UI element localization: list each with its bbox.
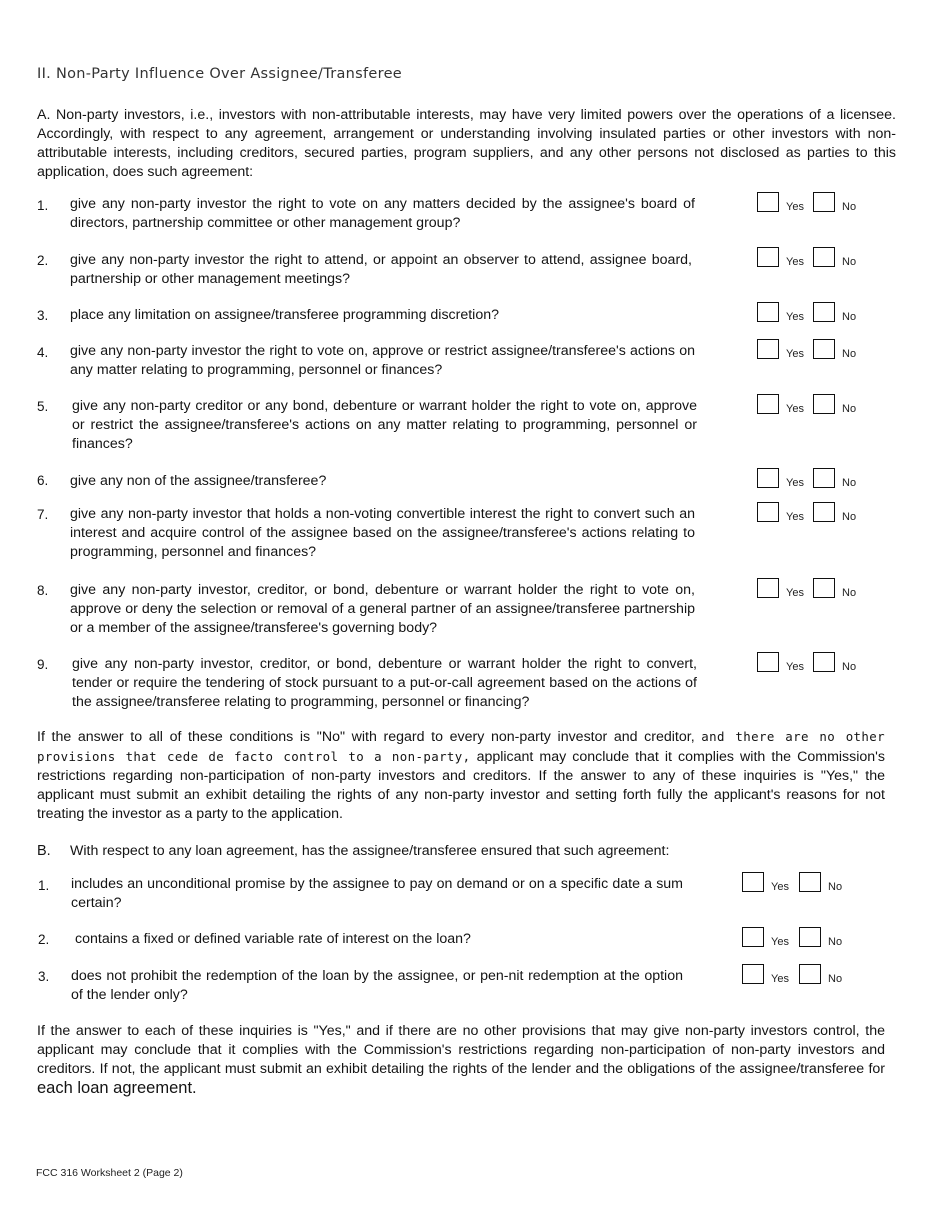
section-b-conclusion-text: If the answer to each of these inquiries is "Yes," and if there are no other provisions that may give non-party investors control, the applicant may conclude that it complies with the Commission's restrictions regarding non-participation of non-party investors and creditors. If not, the applicant must submit an exhibit detailing the rights of the lender and the obligations of the assignee/transferee for: [37, 1023, 885, 1077]
question-number: 3.: [37, 308, 49, 323]
question-text: does not prohibit the redemption of the loan by the assignee, or pen-nit redemption at the option of the lender only?: [71, 968, 683, 1003]
yes-label: Yes: [786, 661, 804, 673]
yes-checkbox[interactable]: [757, 247, 779, 267]
no-label: No: [842, 201, 857, 213]
no-label: No: [842, 256, 857, 268]
yes-label: Yes: [786, 511, 804, 523]
no-label: No: [842, 661, 857, 673]
question-text: give any non-party investor, creditor, or bond, debenture or warrant holder the right to convert, tender or require the tendering of stock pursuant to a put-or-call agreement based on the actions of the assignee/transferee relating to programming, personnel or financing?: [72, 656, 697, 710]
no-checkbox[interactable]: [813, 302, 835, 322]
no-checkbox[interactable]: [813, 652, 835, 672]
yes-label: Yes: [771, 881, 789, 893]
no-label: No: [842, 403, 857, 415]
question-number: 2.: [38, 932, 50, 947]
section-a-conclusion: [37, 727, 885, 824]
yes-checkbox[interactable]: [757, 339, 779, 359]
section-b-intro: With respect to any loan agreement, has the assignee/transferee ensured that such agreement:: [70, 843, 670, 859]
page-footer: FCC 316 Worksheet 2 (Page 2): [36, 1167, 183, 1179]
question-number: 3.: [38, 969, 50, 984]
no-checkbox[interactable]: [813, 468, 835, 488]
no-label: No: [842, 587, 857, 599]
question-text: give any non-party investor the right to attend, or appoint an observer to attend, assignee board, partnership or other management meetings?: [70, 252, 692, 287]
no-checkbox[interactable]: [813, 339, 835, 359]
question-number: 1.: [38, 878, 50, 893]
yes-checkbox[interactable]: [757, 578, 779, 598]
question-number: 5.: [37, 399, 49, 414]
question-text: give any non-party creditor or any bond, debenture or warrant holder the right to vote on, approve or restrict the assignee/transferee's actions on any matter relating to programming, personnel or finances?: [72, 398, 697, 452]
yes-label: Yes: [786, 348, 804, 360]
section-b-label: B.: [37, 843, 51, 859]
no-label: No: [828, 881, 843, 893]
yes-label: Yes: [786, 587, 804, 599]
question-text: includes an unconditional promise by the assignee to pay on demand or on a specific date a sum certain?: [71, 876, 683, 911]
question-number: 7.: [37, 507, 49, 522]
yes-label: Yes: [786, 403, 804, 415]
question-number: 9.: [37, 657, 49, 672]
question-text: place any limitation on assignee/transferee programming discretion?: [70, 307, 500, 323]
question-text: give any non of the assignee/transferee?: [70, 473, 327, 489]
no-label: No: [828, 936, 843, 948]
yes-checkbox[interactable]: [757, 502, 779, 522]
yes-checkbox[interactable]: [742, 927, 764, 947]
no-checkbox[interactable]: [813, 192, 835, 212]
yes-checkbox[interactable]: [757, 468, 779, 488]
no-checkbox[interactable]: [799, 964, 821, 984]
conclusion-text-2: and there are no other provisions that cede de facto control to a non-party,: [37, 729, 885, 764]
question-number: 6.: [37, 473, 49, 488]
question-text: give any non-party investor that holds a non-voting convertible interest the right to convert such an interest and acquire control of the assignee based on the assignee/transferee's actions relating to programming, personnel and finances?: [70, 506, 695, 560]
no-label: No: [842, 511, 857, 523]
no-label: No: [842, 477, 857, 489]
question-text: give any non-party investor, creditor, or bond, debenture or warrant holder the right to vote on, approve or deny the selection or removal of a general partner of an assignee/transferee partnership or a member of the assignee/transferee's governing body?: [70, 582, 695, 636]
yes-checkbox[interactable]: [757, 302, 779, 322]
no-checkbox[interactable]: [799, 872, 821, 892]
no-checkbox[interactable]: [813, 247, 835, 267]
yes-label: Yes: [786, 256, 804, 268]
no-checkbox[interactable]: [813, 578, 835, 598]
question-number: 1.: [37, 198, 49, 213]
yes-label: Yes: [786, 201, 804, 213]
section-b-conclusion: [37, 1022, 885, 1099]
question-text: give any non-party investor the right to vote on any matters decided by the assignee's board of directors, partnership committee or other management group?: [70, 196, 695, 231]
section-heading: II. Non-Party Influence Over Assignee/Transferee: [37, 66, 403, 82]
yes-checkbox[interactable]: [757, 394, 779, 414]
question-text: contains a fixed or defined variable rate of interest on the loan?: [75, 931, 471, 947]
yes-label: Yes: [786, 477, 804, 489]
no-checkbox[interactable]: [813, 394, 835, 414]
question-number: 4.: [37, 345, 49, 360]
question-text: give any non-party investor the right to vote on, approve or restrict assignee/transferee's actions on any matter relating to programming, personnel or finances?: [70, 343, 695, 378]
section-b-conclusion-tail: each loan agreement.: [37, 1079, 197, 1097]
yes-checkbox[interactable]: [757, 652, 779, 672]
yes-checkbox[interactable]: [757, 192, 779, 212]
no-checkbox[interactable]: [813, 502, 835, 522]
no-label: No: [828, 973, 843, 985]
section-a-intro: A. Non-party investors, i.e., investors with non-attributable interests, may have very limited powers over the operations of a licensee. Accordingly, with respect to any agreement, arrangement or understanding involving insulated parties or other investors with non-attributable interests, including creditors, secured parties, program suppliers, and any other persons not disclosed as parties to this application, does such agreement:: [37, 107, 896, 180]
yes-label: Yes: [786, 311, 804, 323]
no-label: No: [842, 348, 857, 360]
question-number: 8.: [37, 583, 49, 598]
yes-checkbox[interactable]: [742, 872, 764, 892]
yes-label: Yes: [771, 936, 789, 948]
yes-checkbox[interactable]: [742, 964, 764, 984]
conclusion-text-1: If the answer to all of these conditions is "No" with regard to every non-party investor and creditor,: [37, 729, 695, 745]
conclusion-text-3: applicant may conclude that it complies with the Commission's restrictions regarding non-participation of non-party investors and creditors. If the answer to any of these inquiries is "Yes," the applicant must submit an exhibit detailing the rights of any non-party investor and setting forth fully the applicant's reasons for not treating the investor as a party to the application.: [37, 749, 885, 822]
question-number: 2.: [37, 253, 49, 268]
no-label: No: [842, 311, 857, 323]
no-checkbox[interactable]: [799, 927, 821, 947]
yes-label: Yes: [771, 973, 789, 985]
